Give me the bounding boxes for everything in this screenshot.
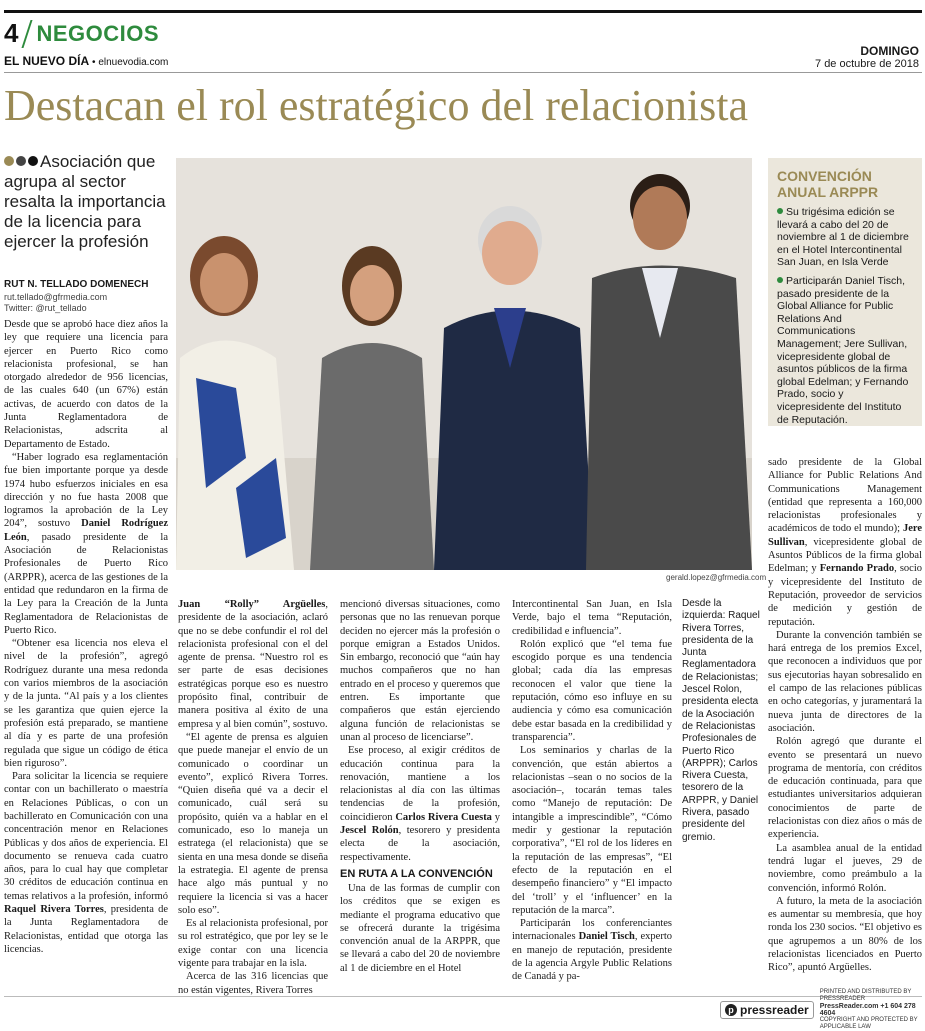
paragraph: A futuro, la meta de la asociación es aumentar su membresía, que hoy ronda los 230 socios. “El objetivo es que agrupemos a un 80% de los relacionistas licenciados en Puerto Rico”, apuntó Argüelles. bbox=[768, 895, 922, 974]
brand: EL NUEVO DÍA • elnuevodia.com bbox=[4, 54, 169, 68]
paragraph: Participarán los conferenciantes internacionales Daniel Tisch, experto en manejo de reputación, presidente de la agencia Argyle Public Relations de Canadá y pa- bbox=[512, 918, 672, 983]
article-column-5 bbox=[768, 456, 922, 975]
paragraph: Los seminarios y charlas de la convención, que están abiertos a relacionistas –sean o no socios de la asociación–, tocarán temas tales como “Manejo de reputación: De intangible a imprescindible”, “Cómo medir y gestionar la reputación corporativa”, “El rol de los líderes en la reputación de las empresas”, “El efecto de la reputación en el desempeño financiero” y “El impacto del ‘troll’ y el ‘influencer’ en la reputación de la marca”. bbox=[512, 745, 672, 916]
subhead: EN RUTA A LA CONVENCIÓN bbox=[340, 867, 493, 880]
footer-rule bbox=[4, 996, 922, 997]
byline-author: RUT N. TELLADO DOMENECH bbox=[4, 279, 149, 290]
paragraph: “Haber logrado esa reglamentación fue bien importante porque ya desde 1974 hubo esfuerzos iniciales en esa dirección y no fue hasta 2008 que logramos la aprobación de la Ley 204”, sostuvo Daniel Rodríguez León, pasado presidente de la Asociación de Relacionistas Profesionales de Puerto Rico (ARPPR), acerca de las gestiones de la entidad que redundaron en la firma de la Ley para la Creación de la Junta Reglamentadora de Relacionistas de Puerto Rico. bbox=[4, 451, 168, 636]
byline-email[interactable]: rut.tellado@gfrmedia.com bbox=[4, 292, 108, 302]
group-photo bbox=[176, 158, 752, 570]
paragraph: Desde que se aprobó hace diez años la ley que requiere una licencia para ejercer en Puerto Rico como relacionista profesional, se han otorgado alrededor de 956 licencias, de las cuales 640 (un 67%) están activas, de acuerdo con datos de la Junta Reglamentadora de Relacionistas, adscrita al Departamento de Estado. bbox=[4, 319, 168, 450]
pressreader-logo[interactable]: p pressreader bbox=[720, 1001, 814, 1019]
deck-text: Asociación que agrupa al sector resalta la importancia de la licencia para ejercer la profesión bbox=[4, 152, 166, 251]
byline-contact bbox=[4, 292, 107, 314]
paragraph: Acerca de las 316 licencias que no están vigentes, Rivera Torres bbox=[178, 971, 328, 996]
article-column-1 bbox=[4, 318, 168, 956]
article-column-2 bbox=[178, 598, 328, 997]
top-rule bbox=[4, 10, 922, 13]
paragraph: Rolón explicó que “el tema fue escogido porque es una tendencia global; cada día las empresas reconocen el valor que tiene la reputación, cómo eso influye en su audiencia y cómo esa comunicación debe estar basada en la credibilidad y transparencia”. bbox=[512, 638, 672, 743]
paragraph: Para solicitar la licencia se requiere contar con un bachillerato o maestría en Relaciones Públicas, o con un bachillerato en Comunicación con una concentración menor en Relaciones Públicas y dos años de experiencia. El documento se renueva cada cuatro años, para lo cual hay que completar 30 créditos de educación continua en temas relativos a la profesión, informó Raquel Rivera Torres, presidenta de la Junta Reglamentadora de Relacionistas, entidad que otorga las licencias. bbox=[4, 771, 169, 955]
page-header bbox=[4, 18, 159, 49]
brand-url[interactable]: elnuevodia.com bbox=[98, 57, 169, 68]
paragraph: “Obtener esa licencia nos eleva el nivel de la profesión”, agregó Rodríguez durante una mesa redonda con varios miembros de la asociación y de la junta. “Al país y a los clientes se les garantiza que quien ejerce la profesión está preparado, se mantiene al día y es parte de una profesión regulada que sigue un código de ética bien riguroso”. bbox=[4, 638, 168, 769]
paragraph: sado presidente de la Global Alliance for Public Relations And Communications Management (entidad que representa a 160,000 relacionistas profesionales y académicos de todo el mundo); Jere Sullivan, vicepresidente global de Asuntos Públicos de la firma global Edelman; y Fernando Prado, socio y vicepresidente del Instituto de Reputación, proveedor de servicios de medición y gestión de reputación. bbox=[768, 457, 922, 628]
paragraph: “El agente de prensa es alguien que puede manejar el envío de un comunicado o coordinar un evento”, explicó Rivera Torres. “Quien diseña qué va a decir el comunicado, cuál será su propósito, quién va a hablar en el comunicado, eso lo maneja un estratega (el relacionista) que se sienta en una mesa donde se diseña la estrategia. El agente de prensa hace algo más puntual y no requiere la licencia si vas a hacer solo eso”. bbox=[178, 731, 328, 916]
section-label: NEGOCIOS bbox=[36, 20, 160, 46]
bullet-icon bbox=[777, 208, 783, 214]
brand-name: EL NUEVO DÍA bbox=[4, 54, 89, 68]
deck-dots-icon bbox=[4, 152, 40, 171]
article-column-4 bbox=[512, 598, 672, 984]
paragraph: Juan “Rolly” Argüelles, presidente de la asociación, aclaró que no se debe confundir el rol del relacionista profesional con el del agente de prensa. “Nuestro rol es ser parte de esas decisiones estratégicas porque eso es nuestro propósito final, contribuir de manera positiva al éxito de una empresa y al bien común”, sostuvo. bbox=[178, 599, 328, 730]
pressreader-p-icon: p bbox=[725, 1004, 737, 1016]
paragraph: Durante la convención también se hará entrega de los premios Excel, que reconocen a individuos que por sus ejecutorias hayan sobresalido en el campo de las relaciones públicas en ocho categorías, y juramentará la nueva junta de directores de la asociación. bbox=[768, 629, 922, 734]
pressreader-notice: PRINTED AND DISTRIBUTED BY PRESSREADER PressReader.com +1 604 278 4604 COPYRIGHT AND PROTECTED BY APPLICABLE LAW bbox=[819, 989, 918, 1030]
issue-day: DOMINGO bbox=[860, 44, 919, 58]
page-number: 4 bbox=[4, 18, 19, 48]
paragraph: Es al relacionista profesional, por su rol estratégico, que por ley se le exige contar con una licencia vigente para trabajar en la isla. bbox=[178, 918, 328, 970]
paragraph: Intercontinental San Juan, en Isla Verde, bajo el tema “Reputación, credibilidad e influencia”. bbox=[512, 599, 672, 637]
header-rule bbox=[4, 72, 922, 73]
bullet-icon bbox=[777, 277, 783, 283]
paragraph: Una de las formas de cumplir con los créditos que se exigen es mediante el programa educativo que se ofrecerá durante la trigésima convención anual de la ARPPR, que se llevará a cabo del 20 de noviembre al 1 de diciembre en el Hotel bbox=[340, 882, 500, 974]
pressreader-footer bbox=[720, 989, 920, 1030]
photo-illustration bbox=[176, 158, 752, 570]
paragraph: La asamblea anual de la entidad tendrá lugar el jueves, 29 de noviembre, como preámbulo a la convención, informó Rolón. bbox=[768, 842, 922, 894]
sidebar-item: Participarán Daniel Tisch, pasado presidente de la Global Alliance for Public Relations And Communications Management; Jere Sullivan, vicepresidente global de asuntos públicos de la firma global Edelman; y Fernando Prado, socio y vicepresidente del Instituto de Reputación. bbox=[777, 274, 909, 426]
photo-caption: Desde la izquierda: Raquel Rivera Torres, presidenta de la Junta Reglamentadora de Relacionistas; Jescel Rolon, presidenta electa de la Asociación de Relacionistas Profesionales de Puerto Rico (ARPPR); Carlos Rivera Cuesta, tesorero de la ARPPR, y Daniel Rivera, pasado presidente del gremio. bbox=[682, 598, 760, 843]
paragraph: Rolón agregó que durante el evento se presentará un nuevo programa de mentoría, con créditos de educación continuada, para que estudiantes universitarios adquieran conocimientos de parte de relacionistas con diez años o más de experiencia. bbox=[768, 736, 922, 841]
deck bbox=[4, 152, 169, 252]
photo-credit: gerald.lopez@gfrmedia.com bbox=[666, 573, 767, 582]
sidebar-title: CONVENCIÓN ANUAL ARPPR bbox=[777, 168, 879, 200]
issue-date: 7 de octubre de 2018 bbox=[815, 58, 919, 70]
byline-twitter[interactable]: Twitter: @rut_tellado bbox=[4, 303, 87, 313]
sidebar-box bbox=[768, 158, 922, 426]
sidebar-item: Su trigésima edición se llevará a cabo del 20 de noviembre al 1 de diciembre en el Hotel Intercontinental San Juan, en Isla Verde bbox=[777, 206, 909, 269]
headline: Destacan el rol estratégico del relacionista bbox=[4, 81, 748, 130]
paragraph: mencionó diversas situaciones, como personas que no las renuevan porque deciden no ejercer más la profesión o porque emigran a Estados Unidos. Sin embargo, reconoció que “aún hay muchos compañeros que no han entrado en el proceso y queremos que entren. Es importante que compañeros que están ejerciendo alguna función de relacionistas se unan al proceso de licenciarse”. bbox=[340, 599, 500, 743]
paragraph: Ese proceso, al exigir créditos de educación continua para la renovación, mantiene a los relacionistas al día con las últimas tendencias de la profesión, coincidieron Carlos Rivera Cuesta y Jescel Rolón, tesorero y presidenta electa de la asociación, respectivamente. bbox=[340, 745, 501, 863]
slash-divider bbox=[22, 20, 33, 48]
article-column-3 bbox=[340, 598, 500, 975]
